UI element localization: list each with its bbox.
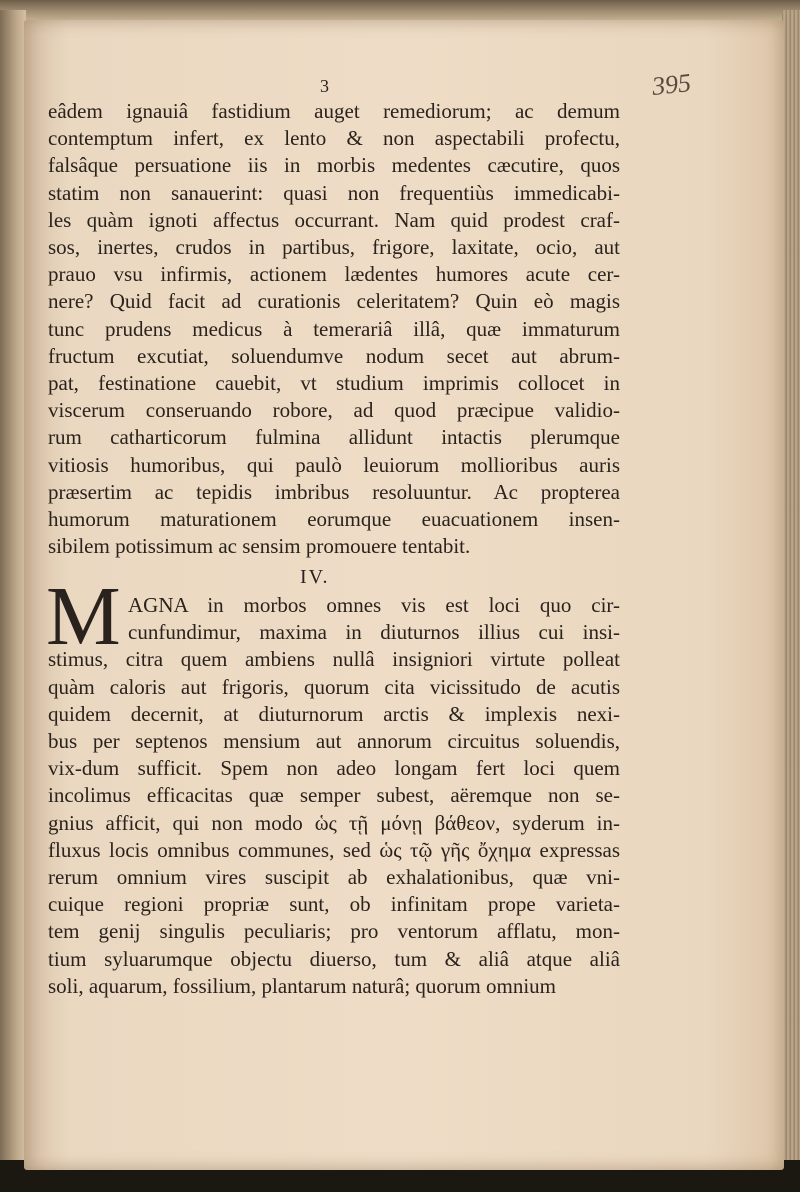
text-line: fluxus locis omnibus communes, sed ὡς τῷ γῆς ὄχημα expressas xyxy=(48,837,620,862)
text-line: falsâque persuatione iis in morbis medentes cæcutire, quos xyxy=(48,153,620,178)
text-line: AGNA in morbos omnes vis est loci quo cir- xyxy=(128,593,620,617)
text-line: tium syluarumque objectu diuerso, tum & aliâ atque aliâ xyxy=(48,946,620,971)
text-line: tem genij singulis peculiaris; pro ventorum afflatu, mon- xyxy=(48,919,620,944)
text-line: pat, festinatione cauebit, vt studium imprimis collocet in xyxy=(48,371,620,395)
text-line: gnius afficit, qui non modo ὡς τῇ μόνῃ βάθεον, syderum in- xyxy=(48,810,620,835)
page-number: 3 xyxy=(320,76,329,96)
text-line: vitiosis humoribus, qui paulò leuiorum mollioribus auris xyxy=(48,452,620,477)
book-fore-edge xyxy=(782,10,800,1160)
text-line: eâdem ignauiâ fastidium auget remediorum; ac demum xyxy=(48,99,620,123)
text-line: humorum maturationem eorumque euacuationem insen- xyxy=(48,507,620,531)
text-line: cunfundimur, maxima in diuturnos illius cui insi- xyxy=(128,620,620,645)
text-line: contemptum infert, ex lento & non aspectabili profectu, xyxy=(48,126,620,151)
drop-cap-initial: M xyxy=(46,570,121,663)
text-line: sibilem potissimum ac sensim promouere tentabit. xyxy=(48,534,471,559)
text-line: rerum omnium vires suscipit ab exhalationibus, quæ vni- xyxy=(48,865,620,889)
text-line: les quàm ignoti affectus occurrant. Nam quid prodest craf- xyxy=(48,207,620,232)
text-line: viscerum conseruando robore, ad quod præcipue validio- xyxy=(48,398,620,423)
text-line: præsertim ac tepidis imbribus resoluuntur. Ac propterea xyxy=(48,479,620,504)
text-line: tunc prudens medicus à temerariâ illâ, quæ immaturum xyxy=(48,316,620,341)
text-line: quidem decernit, at diuturnorum arctis & implexis nexi- xyxy=(48,701,620,726)
text-line: vix-dum sufficit. Spem non adeo longam fert loci quem xyxy=(48,756,620,781)
text-line: quàm caloris aut frigoris, quorum cita vicissitudo de acutis xyxy=(48,674,620,699)
text-line: bus per septenos mensium aut annorum circuitus soluendis, xyxy=(48,729,620,753)
text-line: sos, inertes, crudos in partibus, frigore, laxitate, ocio, aut xyxy=(48,235,620,259)
book-top-edge xyxy=(0,0,800,22)
section-heading: IV. xyxy=(300,566,330,588)
text-line: stimus, citra quem ambiens nullâ insigniori virtute polleat xyxy=(48,647,620,672)
text-line: incolimus efficacitas quæ semper subest, aëremque non se- xyxy=(48,783,620,808)
book-gutter xyxy=(0,10,26,1160)
text-line: soli, aquarum, fossilium, plantarum naturâ; quorum omnium xyxy=(48,973,557,998)
text-line: rum catharticorum fulmina allidunt intactis plerumque xyxy=(48,425,620,450)
text-line: nere? Quid facit ad curationis celeritatem? Quin eò magis xyxy=(48,289,620,314)
text-line: statim non sanauerint: quasi non frequentiùs immedicabi- xyxy=(48,180,620,205)
handwritten-folio-number: 395 xyxy=(650,68,693,101)
text-line: fructum excutiat, soluendumve nodum secet aut abrum- xyxy=(48,343,620,368)
text-line: prauo vsu infirmis, actionem lædentes humores acute cer- xyxy=(48,262,620,287)
text-line: cuique regioni propriæ sunt, ob infinitam prope varieta- xyxy=(48,892,620,917)
